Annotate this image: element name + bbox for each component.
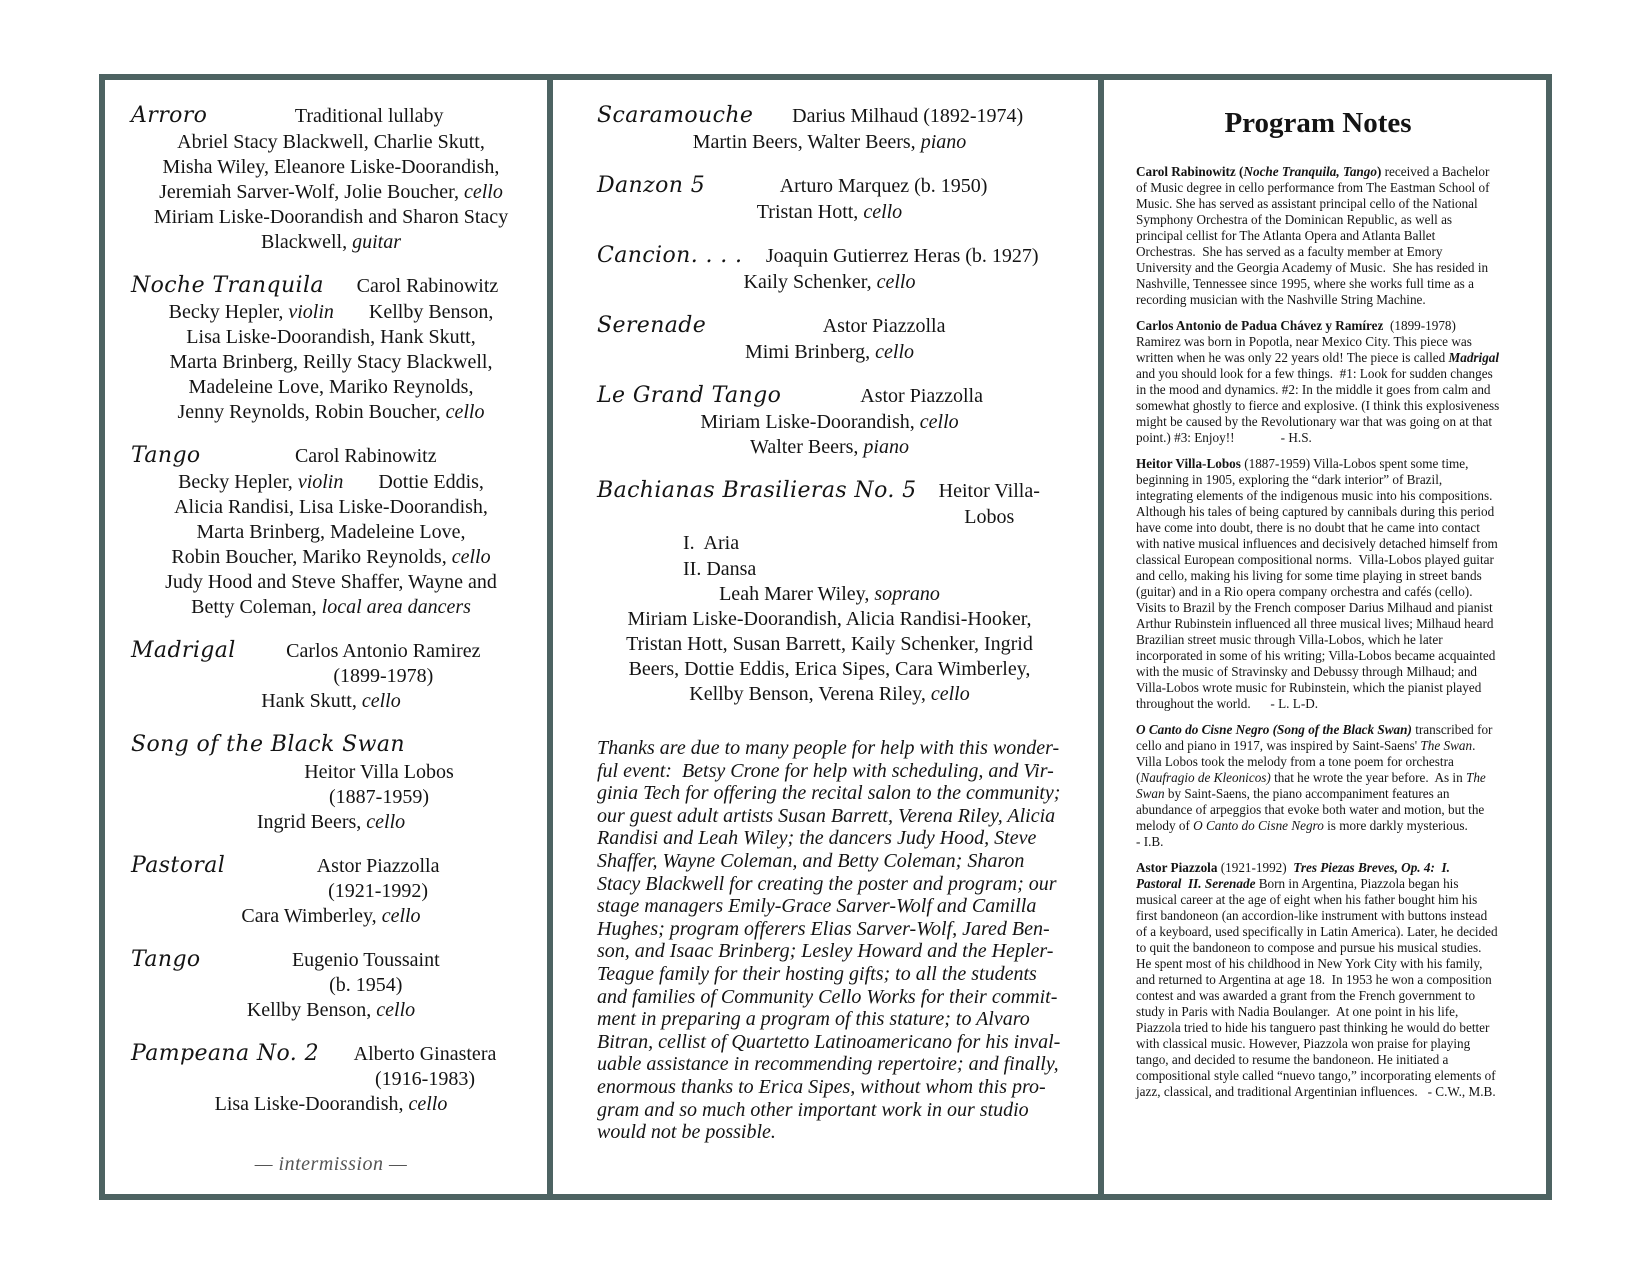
program-entry	[131, 731, 531, 835]
composer-name: Joaquin Gutierrez Heras (b. 1927)	[765, 245, 1039, 267]
composer-block	[207, 103, 531, 129]
piece-title: Serenade	[597, 313, 707, 338]
thanks-line: ginia Tech for offering the recital salon to the community;	[597, 782, 1061, 805]
composer-dates: (1916-1983)	[375, 1068, 475, 1090]
thanks-line: Bitran, cellist of Quartetto Latinoamericano for his inval-	[597, 1030, 1061, 1053]
note-text: transcribed for cello and piano in 1917, was inspired by Saint-Saens'	[1136, 722, 1493, 753]
performer-line: Beers, Dottie Eddis, Erica Sipes, Cara Wimberley,	[628, 658, 1031, 680]
entry-head	[131, 852, 531, 904]
composer-block	[324, 273, 531, 299]
thanks-line: Thanks are due to many people for help with this wonder-	[597, 737, 1060, 759]
thanks-line: enormous thanks to Erica Sipes, without whom this pro-	[597, 1075, 1046, 1098]
program-entry	[597, 382, 1062, 460]
performer-line: Misha Wiley, Eleanore Liske-Doorandish,	[162, 156, 500, 178]
composer-name: Astor Piazzolla	[316, 855, 440, 877]
thanks-line: Shaffer, Wayne Coleman, and Betty Coleman; Sharon	[597, 849, 1025, 872]
composer-block	[753, 103, 1062, 129]
composer-name: Arturo Marquez (b. 1950)	[779, 175, 988, 197]
thanks-line: ment in preparing a program of this stature; to Alvaro	[597, 1008, 1030, 1031]
composer-block	[742, 243, 1062, 269]
composer-dates: (1887-1959)	[329, 786, 429, 808]
performer-line: Betty Coleman, local area dancers	[191, 596, 471, 618]
composer-name: Eugenio Toussaint	[291, 949, 440, 971]
performer-line: Jenny Reynolds, Robin Boucher, cello	[177, 401, 485, 423]
performer-line: Becky Hepler, violin Kellby Benson,	[168, 301, 494, 323]
program-entry	[131, 637, 531, 714]
thanks-line: stage managers Emily-Grace Sarver-Wolf and Camilla	[597, 895, 1037, 918]
composer-block	[917, 478, 1062, 530]
performer-line: Walter Beers, piano	[750, 436, 909, 458]
composer-name: Astor Piazzolla	[822, 315, 946, 337]
composer-block	[201, 947, 531, 998]
performer-line: Becky Hepler, violin Dottie Eddis,	[178, 471, 484, 493]
performer-line: Miriam Liske-Doorandish and Sharon Stacy	[153, 206, 509, 228]
thanks-line: gram and so much other important work in our studio	[597, 1098, 1029, 1121]
performer-line: Ingrid Beers, cello	[256, 811, 406, 833]
performer-line: Lisa Liske-Doorandish, cello	[214, 1093, 448, 1115]
performer-line: Martin Beers, Walter Beers, piano	[692, 131, 967, 153]
program-notes-list	[1136, 164, 1500, 1100]
program-entry	[131, 1040, 531, 1117]
composer-name: Carol Rabinowitz	[356, 275, 499, 297]
note-text: Carlos Antonio de Padua Chávez y Ramírez	[1136, 318, 1384, 333]
performer-line: Leah Marer Wiley, soprano	[719, 583, 940, 605]
entry-head	[131, 731, 531, 810]
entry-head	[597, 312, 1062, 340]
program-entry	[597, 477, 1062, 707]
composer-dates: (b. 1954)	[329, 974, 403, 996]
performer-line: Kellby Benson, Verena Riley, cello	[689, 683, 970, 705]
composer-name: Heitor Villa-Lobos	[938, 480, 1040, 528]
thanks-line: uable assistance in recommending repertoire; and finally,	[597, 1053, 1059, 1076]
piece-title: Pastoral	[131, 853, 226, 878]
intermission-label: — intermission —	[254, 1153, 408, 1175]
piece-title: Madrigal	[131, 638, 236, 663]
program-notes-page	[1104, 80, 1546, 1194]
performer-line: Hank Skutt, cello	[261, 690, 401, 712]
note-text: (1887-1959) Villa-Lobos spent some time, beginning in 1905, exploring the “dark interior” of Brazil, integrating elements of the indigenous music into his compositions. Although his tales of being captured by cannibals during this period have come into doubt, there is no doubt that he came into contact with native musical influences and decisively detached himself from classical European compositional norms. Villa-Lobos played guitar and cello, making his living for some time playing in street bands (guitar) and in a Rio opera company orchestra and cafés (cello). Visits to Brazil by the French composer Darius Milhaud and pianist Arthur Rubinstein influenced all three musical lives; Milhaud heard Brazilian street music through Villa-Lobos, which he later incorporated in some of his writing; Villa-Lobos became acquainted with the music of Stravinsky and Debussy through Milhaud; and Villa-Lobos wrote music for Rubinstein, which the pianist played throughout the world. - L. L-D.	[1136, 456, 1498, 711]
program-entry	[597, 242, 1062, 295]
entry-head	[597, 242, 1062, 270]
note-text: Naufragio de Kleonicos)	[1140, 770, 1271, 785]
thanks-line: would not be possible.	[597, 1121, 776, 1144]
composer-name: Carol Rabinowitz	[294, 445, 437, 467]
program-entry	[131, 946, 531, 1023]
performer-line: Blackwell, guitar	[261, 231, 401, 253]
movement-line: I. Aria	[683, 532, 740, 554]
note-text: Tres Piezas Breves, Op. 4: I. Pastoral II. Serenade	[1136, 860, 1450, 891]
program-entry	[597, 312, 1062, 365]
piece-title: Scaramouche	[597, 103, 754, 128]
entry-head	[597, 102, 1062, 130]
program-page-left	[105, 80, 547, 1194]
piece-title: Tango	[131, 947, 201, 972]
entry-head	[597, 172, 1062, 200]
note-text: (1899-1978) Ramirez was born in Popotla, near Mexico City. This piece was written when he was only 22 years old! The piece is called	[1136, 318, 1472, 365]
program-sheet	[99, 74, 1552, 1200]
program-note-paragraph	[1136, 722, 1500, 850]
composer-block	[201, 443, 531, 469]
composer-name: Alberto Ginastera	[353, 1043, 497, 1065]
thanks-line: Randisi and Leah Wiley; the dancers Judy Hood, Steve	[597, 827, 1037, 850]
entry-head	[597, 382, 1062, 410]
piece-title: Danzon 5	[597, 173, 706, 198]
left-entry-list	[131, 102, 531, 1117]
note-text: . Villa Lobos took the melody from a tone poem for orchestra (	[1136, 738, 1479, 785]
performer-line: Tristan Hott, cello	[756, 201, 903, 223]
performer-line: Alicia Randisi, Lisa Liske-Doorandish,	[174, 496, 488, 518]
note-text: by Saint-Saens, the piano accompaniment features an abundance of arpeggios that evoke both water and motion, but the melody of	[1136, 786, 1485, 833]
note-text: The Swan	[1420, 738, 1473, 753]
program-page-middle	[547, 80, 1104, 1194]
performer-line: Judy Hood and Steve Shaffer, Wayne and	[165, 571, 497, 593]
composer-dates: (1921-1992)	[328, 880, 429, 902]
note-text: Noche Tranquila, Tango	[1243, 164, 1377, 179]
thanks-line: and families of Community Cello Works for their commit-	[597, 985, 1058, 1008]
program-entry	[131, 272, 531, 425]
thanks-paragraph	[597, 737, 1062, 1144]
performer-line: Tristan Hott, Susan Barrett, Kaily Schenker, Ingrid	[626, 633, 1033, 655]
program-entry	[597, 172, 1062, 225]
note-text: Born in Argentina, Piazzola began his musical career at the age of eight when his father bought him his first bandoneon (an accordion-like instrument with buttons instead of a keyboard, used specifically in Latin America). Later, he decided to quit the bandoneon to compose and pursue his musical studies. He spent most of his childhood in New York City with his family, and returned to Argentina at age 18. In 1953 he won a composition contest and was awarded a grant from the French government to study in Paris with Nadia Boulanger. At one point in his life, Piazzola tried to hide his tanguero past thinking he would do better with classical music. However, Piazzola won praise for playing tango, and decided to resume the bandoneon. He initiated a compositional style called “nuevo tango,” incorporating elements of jazz, classical, and traditional Argentinian influences. - C.W., M.B.	[1136, 876, 1498, 1099]
movement-line: II. Dansa	[683, 558, 757, 580]
piece-title: Song of the Black Swan	[131, 732, 405, 757]
piece-title: Cancion. . . .	[597, 243, 743, 268]
note-text: Heitor Villa-Lobos	[1136, 456, 1241, 471]
composer-name: Darius Milhaud (1892-1974)	[792, 105, 1024, 127]
program-note-paragraph	[1136, 860, 1500, 1100]
middle-entry-list	[597, 102, 1062, 707]
composer-block	[706, 313, 1062, 339]
performer-line: Marta Brinberg, Reilly Stacy Blackwell,	[169, 351, 493, 373]
note-text: that he wrote the year before. As in	[1270, 770, 1466, 785]
composer-block	[319, 1041, 531, 1092]
composer-block	[131, 759, 531, 810]
note-text: Carol Rabinowitz (	[1136, 164, 1244, 179]
program-note-paragraph	[1136, 456, 1500, 712]
note-text: The Swan	[1136, 770, 1486, 801]
performer-line: Miriam Liske-Doorandish, cello	[700, 411, 959, 433]
composer-name: Heitor Villa Lobos	[304, 761, 454, 783]
performer-line: Mimi Brinberg, cello	[744, 341, 915, 363]
performer-line: Kaily Schenker, cello	[743, 271, 916, 293]
entry-head	[131, 102, 531, 130]
entry-head	[131, 946, 531, 998]
entry-head	[131, 272, 531, 300]
program-notes-title: Program Notes	[1224, 107, 1412, 139]
note-text: is more darkly mysterious.	[1323, 818, 1468, 833]
performer-line: Miriam Liske-Doorandish, Alicia Randisi-Hooker,	[627, 608, 1032, 630]
performer-line: Abriel Stacy Blackwell, Charlie Skutt,	[177, 131, 485, 153]
piece-title: Pampeana No. 2	[131, 1041, 319, 1066]
entry-head	[131, 1040, 531, 1092]
performer-line: Madeleine Love, Mariko Reynolds,	[188, 376, 474, 398]
program-note-paragraph	[1136, 318, 1500, 446]
piece-title: Arroro	[131, 103, 208, 128]
entry-head	[131, 442, 531, 470]
thanks-line: Teague family for their hosting gifts; to all the students	[597, 962, 1037, 985]
program-entry	[131, 852, 531, 929]
note-text: and you should look for a few things. #1: Look for sudden changes in the mood and dynamics. #2: In the middle it goes from calm and somewhat ghostly to fierce and explosive. (I think this explosiveness might be caused by the Revolutionary war that was going on at that point.) #3: Enjoy!! - H.S.	[1136, 366, 1500, 445]
note-text: O Canto do Cisne Negro	[1193, 818, 1324, 833]
piece-title: Le Grand Tango	[597, 383, 782, 408]
performer-line: Robin Boucher, Mariko Reynolds, cello	[171, 546, 491, 568]
composer-name: Astor Piazzolla	[860, 385, 983, 407]
performer-line: Kellby Benson, cello	[246, 999, 416, 1021]
performer-line: Marta Brinberg, Madeleine Love,	[196, 521, 466, 543]
entry-head	[597, 477, 1062, 530]
program-entry	[131, 442, 531, 620]
note-text: (1921-1992)	[1217, 860, 1294, 875]
note-text: O Canto do Cisne Negro (Song of the Black Swan)	[1136, 722, 1412, 737]
performer-line: Cara Wimberley, cello	[241, 905, 421, 927]
composer-dates: (1899-1978)	[333, 665, 434, 687]
program-entry	[131, 102, 531, 255]
performer-line: Jeremiah Sarver-Wolf, Jolie Boucher, cello	[159, 181, 503, 203]
composer-name: Traditional lullaby	[294, 105, 444, 127]
piece-title: Noche Tranquila	[131, 273, 324, 298]
note-text: )	[1376, 164, 1385, 179]
composer-block	[225, 853, 531, 904]
program-note-paragraph	[1136, 164, 1500, 308]
thanks-line: ful event: Betsy Crone for help with scheduling, and Vir-	[597, 759, 1054, 782]
thanks-line: our guest adult artists Susan Barrett, Verena Riley, Alicia	[597, 804, 1056, 827]
composer-block	[236, 638, 531, 689]
note-text: received a Bachelor of Music degree in cello performance from The Eastman School of Music. She has served as assistant principal cello of the National Symphony Orchestra of the Dominican Republic, as well as principal cellist for The Atlanta Opera and Atlanta Ballet Orchestras. She has served as a faculty member at Emory University and the Georgia Academy of Music. She has resided in Nashville, Tennessee since 1995, where she works full time as a recording musician with the Nashville String Machine.	[1136, 164, 1490, 307]
composer-name: Carlos Antonio Ramirez	[286, 640, 481, 662]
note-text: - I.B.	[1136, 834, 1164, 849]
piece-title: Bachianas Brasilieras No. 5	[597, 478, 917, 503]
thanks-line: Hughes; program offerers Elias Sarver-Wolf, Jared Ben-	[597, 917, 1050, 940]
thanks-line: Stacy Blackwell for creating the poster and program; our	[597, 872, 1057, 895]
composer-block	[781, 383, 1062, 409]
note-text: Madrigal	[1448, 350, 1500, 365]
thanks-line: son, and Isaac Brinberg; Lesley Howard and the Hepler-	[597, 940, 1054, 963]
note-text: Astor Piazzola	[1136, 860, 1218, 875]
performer-line: Lisa Liske-Doorandish, Hank Skutt,	[186, 326, 476, 348]
entry-head	[131, 637, 531, 689]
program-entry	[597, 102, 1062, 155]
composer-block	[705, 173, 1062, 199]
piece-title: Tango	[131, 443, 201, 468]
